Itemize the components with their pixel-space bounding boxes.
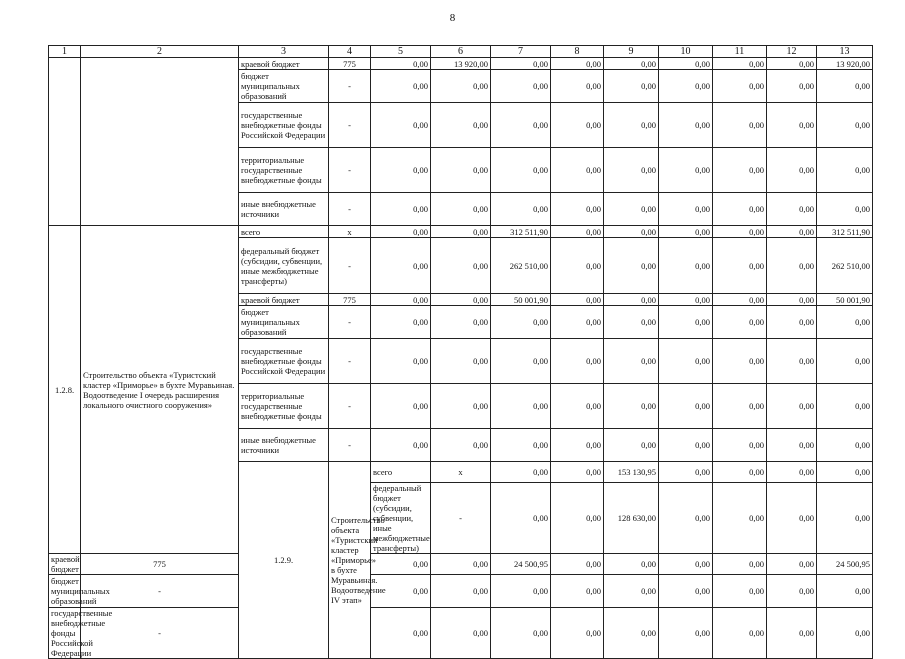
amount-cell: 0,00 — [767, 103, 817, 148]
funding-source: всего — [371, 462, 431, 483]
amount-cell: 0,00 — [604, 429, 659, 462]
amount-cell: 0,00 — [767, 384, 817, 429]
amount-cell: 0,00 — [551, 339, 604, 384]
amount-cell: 0,00 — [431, 429, 491, 462]
amount-cell: 0,00 — [371, 554, 431, 575]
amount-cell: 0,00 — [767, 226, 817, 238]
funding-source: территориальные государственные внебюджетные фонды — [239, 384, 329, 429]
amount-cell: 0,00 — [604, 103, 659, 148]
amount-cell: 0,00 — [817, 148, 873, 193]
budget-code: - — [329, 238, 371, 294]
amount-cell: 0,00 — [551, 554, 604, 575]
table-row — [49, 608, 873, 659]
amount-cell: 0,00 — [817, 103, 873, 148]
amount-cell: 0,00 — [371, 58, 431, 70]
budget-code: - — [329, 339, 371, 384]
column-header: 12 — [767, 46, 817, 58]
column-header: 3 — [239, 46, 329, 58]
table-row — [49, 58, 873, 70]
amount-cell: 0,00 — [431, 103, 491, 148]
amount-cell: 0,00 — [491, 462, 551, 483]
amount-cell: 0,00 — [491, 483, 551, 554]
funding-source: иные внебюджетные источники — [239, 429, 329, 462]
amount-cell: 0,00 — [371, 226, 431, 238]
amount-cell: 0,00 — [767, 429, 817, 462]
amount-cell: 0,00 — [551, 294, 604, 306]
funding-source: государственные внебюджетные фонды Российской Федерации — [239, 103, 329, 148]
amount-cell: 0,00 — [371, 70, 431, 103]
item-name — [81, 58, 239, 226]
amount-cell: 0,00 — [491, 193, 551, 226]
amount-cell: 0,00 — [713, 193, 767, 226]
column-header: 7 — [491, 46, 551, 58]
funding-source: бюджет муниципальных образований — [239, 70, 329, 103]
amount-cell: 0,00 — [551, 462, 604, 483]
amount-cell: 0,00 — [604, 554, 659, 575]
amount-cell: 0,00 — [604, 148, 659, 193]
amount-cell: 13 920,00 — [431, 58, 491, 70]
amount-cell: 0,00 — [491, 306, 551, 339]
amount-cell: 262 510,00 — [817, 238, 873, 294]
budget-code: - — [329, 193, 371, 226]
amount-cell: 0,00 — [767, 238, 817, 294]
amount-cell: 0,00 — [491, 148, 551, 193]
budget-code: - — [329, 384, 371, 429]
budget-code: x — [431, 462, 491, 483]
amount-cell: 0,00 — [551, 58, 604, 70]
amount-cell: 0,00 — [491, 575, 551, 608]
table-row — [49, 575, 873, 608]
amount-cell: 0,00 — [659, 58, 713, 70]
amount-cell: 0,00 — [659, 554, 713, 575]
amount-cell: 0,00 — [713, 339, 767, 384]
amount-cell: 0,00 — [431, 294, 491, 306]
amount-cell: 50 001,90 — [491, 294, 551, 306]
amount-cell: 0,00 — [371, 339, 431, 384]
amount-cell: 0,00 — [431, 148, 491, 193]
amount-cell: 0,00 — [713, 554, 767, 575]
column-header: 1 — [49, 46, 81, 58]
amount-cell: 0,00 — [767, 483, 817, 554]
amount-cell: 0,00 — [817, 193, 873, 226]
amount-cell: 0,00 — [713, 226, 767, 238]
amount-cell: 0,00 — [767, 339, 817, 384]
amount-cell: 0,00 — [767, 306, 817, 339]
amount-cell: 0,00 — [713, 70, 767, 103]
amount-cell: 262 510,00 — [491, 238, 551, 294]
amount-cell: 0,00 — [431, 306, 491, 339]
amount-cell: 0,00 — [817, 462, 873, 483]
amount-cell: 0,00 — [371, 238, 431, 294]
amount-cell: 24 500,95 — [817, 554, 873, 575]
table-row — [49, 554, 873, 575]
amount-cell: 0,00 — [659, 339, 713, 384]
amount-cell: 0,00 — [659, 462, 713, 483]
amount-cell: 128 630,00 — [604, 483, 659, 554]
funding-source: краевой бюджет — [239, 58, 329, 70]
amount-cell: 0,00 — [431, 575, 491, 608]
amount-cell: 0,00 — [713, 429, 767, 462]
amount-cell: 0,00 — [604, 58, 659, 70]
item-code — [49, 58, 81, 226]
amount-cell: 0,00 — [604, 608, 659, 659]
column-header: 9 — [604, 46, 659, 58]
amount-cell: 0,00 — [551, 148, 604, 193]
amount-cell: 0,00 — [713, 306, 767, 339]
amount-cell: 0,00 — [431, 238, 491, 294]
budget-code: - — [431, 483, 491, 554]
amount-cell: 312 511,90 — [491, 226, 551, 238]
column-header: 13 — [817, 46, 873, 58]
amount-cell: 0,00 — [659, 306, 713, 339]
amount-cell: 0,00 — [371, 306, 431, 339]
amount-cell: 0,00 — [713, 58, 767, 70]
amount-cell: 0,00 — [767, 58, 817, 70]
amount-cell: 0,00 — [604, 306, 659, 339]
amount-cell: 0,00 — [713, 462, 767, 483]
amount-cell: 0,00 — [767, 575, 817, 608]
amount-cell: 0,00 — [371, 608, 431, 659]
funding-source: государственные внебюджетные фонды Российской Федерации — [49, 608, 81, 659]
amount-cell: 0,00 — [713, 238, 767, 294]
budget-code: - — [81, 575, 239, 608]
table-row — [49, 226, 873, 238]
column-header: 6 — [431, 46, 491, 58]
item-code: 1.2.9. — [239, 462, 329, 659]
amount-cell: 0,00 — [491, 339, 551, 384]
amount-cell: 0,00 — [604, 384, 659, 429]
amount-cell: 0,00 — [491, 58, 551, 70]
budget-code: x — [329, 226, 371, 238]
item-name: Строительство объекта «Туристский кластер «Приморье» в бухте Муравьиная. Водоотведение IV этап» — [329, 462, 371, 659]
amount-cell: 0,00 — [659, 575, 713, 608]
amount-cell: 0,00 — [817, 384, 873, 429]
header-row — [49, 46, 873, 58]
budget-code: - — [329, 103, 371, 148]
amount-cell: 0,00 — [817, 608, 873, 659]
amount-cell: 0,00 — [767, 148, 817, 193]
amount-cell: 0,00 — [491, 70, 551, 103]
column-header: 5 — [371, 46, 431, 58]
funding-source: федеральный бюджет (субсидии, субвенции, иные межбюджетные трансферты) — [239, 238, 329, 294]
amount-cell: 0,00 — [659, 294, 713, 306]
amount-cell: 0,00 — [551, 193, 604, 226]
amount-cell: 0,00 — [551, 103, 604, 148]
amount-cell: 0,00 — [713, 483, 767, 554]
item-name: Строительство объекта «Туристский кластер «Приморье» в бухте Муравьиная. Водоотведение I очередь расширения локального очистного сооружения» — [81, 226, 239, 554]
budget-code: 775 — [81, 554, 239, 575]
amount-cell: 0,00 — [371, 103, 431, 148]
amount-cell: 0,00 — [767, 70, 817, 103]
amount-cell: 0,00 — [431, 70, 491, 103]
amount-cell: 0,00 — [659, 226, 713, 238]
amount-cell: 0,00 — [604, 226, 659, 238]
budget-code: - — [329, 429, 371, 462]
amount-cell: 50 001,90 — [817, 294, 873, 306]
budget-code: 775 — [329, 294, 371, 306]
budget-code: - — [329, 306, 371, 339]
amount-cell: 0,00 — [659, 429, 713, 462]
column-header: 11 — [713, 46, 767, 58]
amount-cell: 0,00 — [431, 384, 491, 429]
amount-cell: 0,00 — [551, 238, 604, 294]
amount-cell: 0,00 — [371, 294, 431, 306]
amount-cell: 0,00 — [604, 294, 659, 306]
amount-cell: 0,00 — [431, 608, 491, 659]
amount-cell: 0,00 — [767, 554, 817, 575]
column-header: 8 — [551, 46, 604, 58]
amount-cell: 0,00 — [713, 294, 767, 306]
amount-cell: 0,00 — [659, 238, 713, 294]
table-body — [49, 58, 873, 659]
amount-cell: 0,00 — [491, 429, 551, 462]
amount-cell: 0,00 — [817, 429, 873, 462]
budget-code: - — [81, 608, 239, 659]
amount-cell: 0,00 — [767, 294, 817, 306]
budget-code: - — [329, 70, 371, 103]
amount-cell: 24 500,95 — [491, 554, 551, 575]
amount-cell: 0,00 — [659, 193, 713, 226]
amount-cell: 0,00 — [371, 429, 431, 462]
amount-cell: 0,00 — [817, 483, 873, 554]
amount-cell: 0,00 — [767, 462, 817, 483]
funding-source: иные внебюджетные источники — [239, 193, 329, 226]
budget-table — [48, 45, 873, 659]
amount-cell: 0,00 — [659, 384, 713, 429]
amount-cell: 0,00 — [371, 193, 431, 226]
amount-cell: 0,00 — [551, 70, 604, 103]
amount-cell: 0,00 — [604, 193, 659, 226]
amount-cell: 0,00 — [431, 339, 491, 384]
amount-cell: 0,00 — [491, 103, 551, 148]
amount-cell: 0,00 — [713, 608, 767, 659]
amount-cell: 0,00 — [431, 226, 491, 238]
amount-cell: 0,00 — [713, 384, 767, 429]
amount-cell: 0,00 — [659, 483, 713, 554]
funding-source: государственные внебюджетные фонды Российской Федерации — [239, 339, 329, 384]
amount-cell: 0,00 — [604, 70, 659, 103]
funding-source: всего — [239, 226, 329, 238]
item-code: 1.2.8. — [49, 226, 81, 554]
amount-cell: 0,00 — [817, 70, 873, 103]
amount-cell: 0,00 — [551, 483, 604, 554]
amount-cell: 0,00 — [604, 339, 659, 384]
amount-cell: 153 130,95 — [604, 462, 659, 483]
funding-source: краевой бюджет — [239, 294, 329, 306]
amount-cell: 0,00 — [551, 575, 604, 608]
amount-cell: 0,00 — [817, 339, 873, 384]
funding-source: бюджет муниципальных образований — [49, 575, 81, 608]
amount-cell: 0,00 — [713, 575, 767, 608]
amount-cell: 0,00 — [371, 148, 431, 193]
amount-cell: 0,00 — [659, 70, 713, 103]
amount-cell: 0,00 — [604, 238, 659, 294]
column-header: 10 — [659, 46, 713, 58]
amount-cell: 0,00 — [659, 148, 713, 193]
column-header: 4 — [329, 46, 371, 58]
amount-cell: 312 511,90 — [817, 226, 873, 238]
amount-cell: 0,00 — [551, 226, 604, 238]
amount-cell: 0,00 — [491, 608, 551, 659]
amount-cell: 0,00 — [371, 384, 431, 429]
funding-source: федеральный бюджет (субсидии, субвенции, иные межбюджетные трансферты) — [371, 483, 431, 554]
funding-source: территориальные государственные внебюджетные фонды — [239, 148, 329, 193]
funding-source: бюджет муниципальных образований — [239, 306, 329, 339]
amount-cell: 0,00 — [431, 554, 491, 575]
amount-cell: 0,00 — [713, 103, 767, 148]
amount-cell: 0,00 — [371, 575, 431, 608]
amount-cell: 0,00 — [767, 608, 817, 659]
column-header: 2 — [81, 46, 239, 58]
amount-cell: 0,00 — [604, 575, 659, 608]
amount-cell: 13 920,00 — [817, 58, 873, 70]
amount-cell: 0,00 — [659, 103, 713, 148]
amount-cell: 0,00 — [817, 306, 873, 339]
amount-cell: 0,00 — [551, 608, 604, 659]
amount-cell: 0,00 — [491, 384, 551, 429]
budget-code: 775 — [329, 58, 371, 70]
amount-cell: 0,00 — [551, 384, 604, 429]
amount-cell: 0,00 — [659, 608, 713, 659]
amount-cell: 0,00 — [817, 575, 873, 608]
amount-cell: 0,00 — [551, 306, 604, 339]
amount-cell: 0,00 — [431, 193, 491, 226]
amount-cell: 0,00 — [551, 429, 604, 462]
amount-cell: 0,00 — [713, 148, 767, 193]
page-number: 8 — [449, 12, 456, 24]
budget-code: - — [329, 148, 371, 193]
funding-source: краевой бюджет — [49, 554, 81, 575]
amount-cell: 0,00 — [767, 193, 817, 226]
